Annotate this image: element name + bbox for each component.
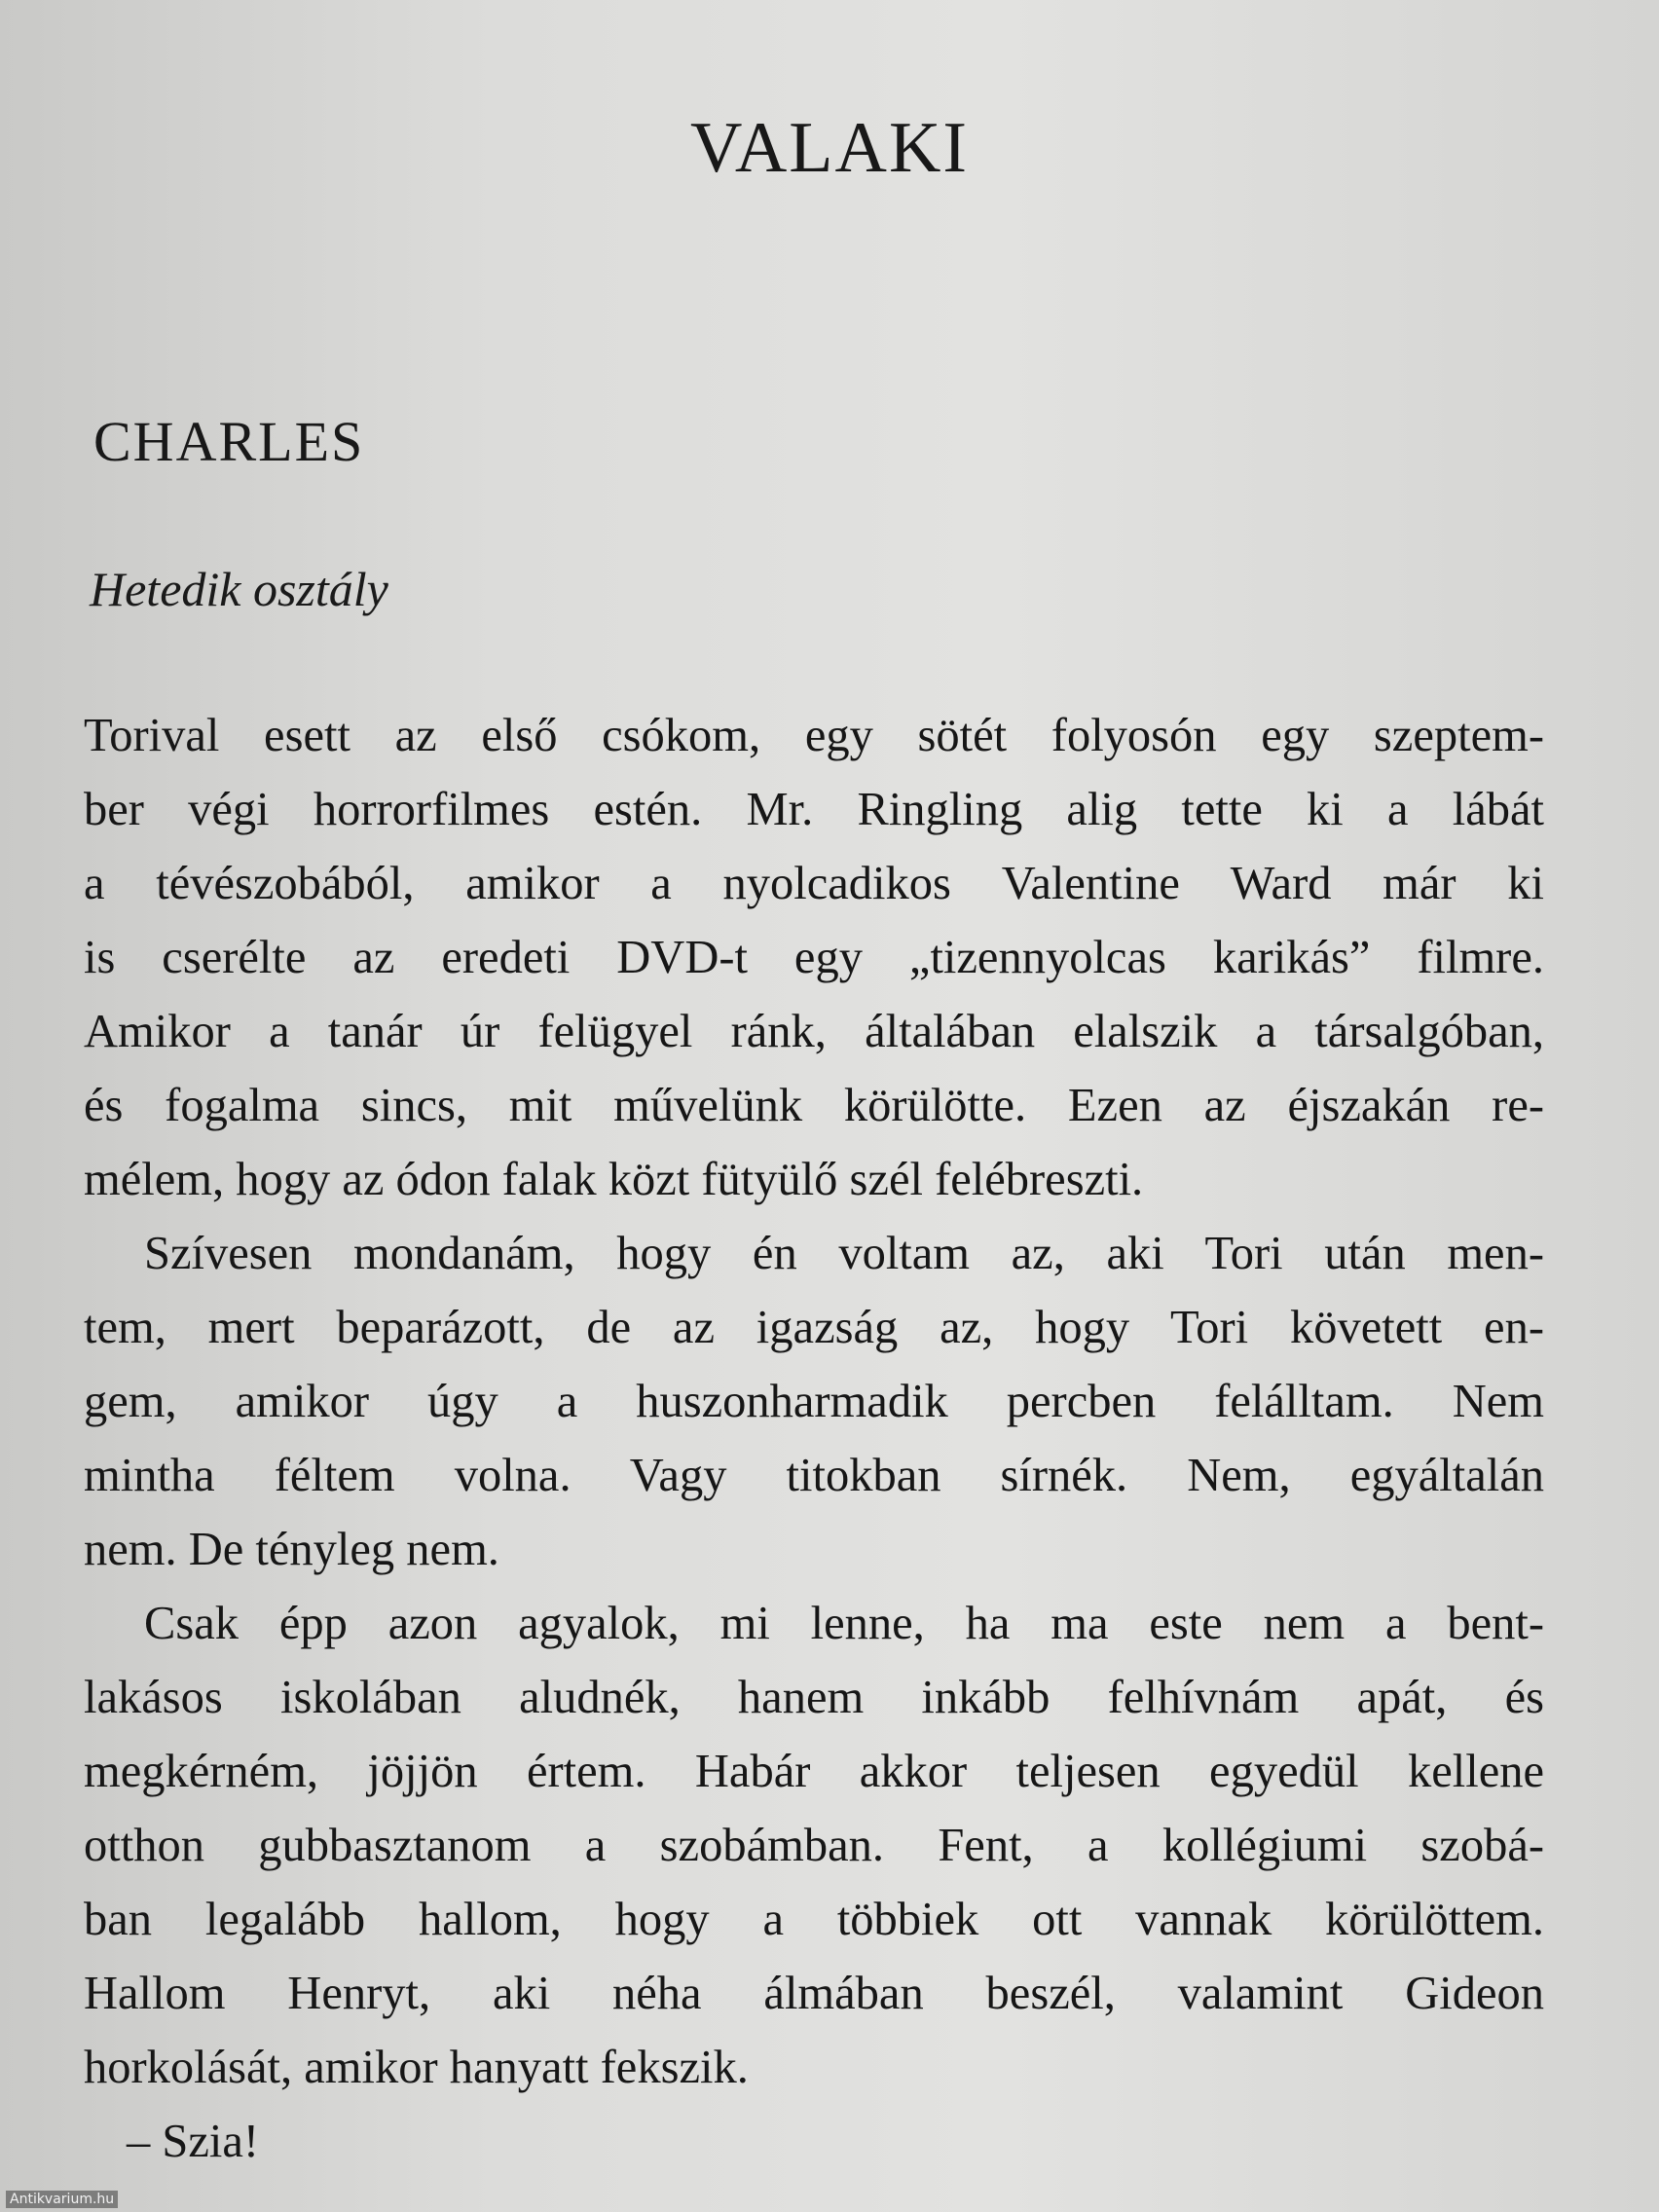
text-line: Amikor a tanár úr felügyel ránk, általában elalszik a társalgóban, — [84, 1006, 1544, 1057]
text-line: Torival esett az első csókom, egy sötét folyosón egy szeptem- — [84, 710, 1544, 761]
text-line: is cserélte az eredeti DVD-t egy „tizennyolcas karikás” filmre. — [84, 932, 1544, 983]
text-line: ban legalább hallom, hogy a többiek ott vannak körülöttem. — [84, 1894, 1544, 1945]
text-line: mintha féltem volna. Vagy titokban sírnék. Nem, egyáltalán — [84, 1450, 1544, 1501]
section-subtitle: Hetedik osztály — [90, 562, 388, 616]
text-line: a tévészobából, amikor a nyolcadikos Valentine Ward már ki — [84, 858, 1544, 909]
watermark: Antikvarium.hu — [6, 2191, 118, 2208]
text-line: nem. De tényleg nem. — [84, 1524, 499, 1575]
text-line: Hallom Henryt, aki néha álmában beszél, valamint Gideon — [84, 1968, 1544, 2019]
chapter-title: VALAKI — [689, 108, 970, 188]
paragraph-2 — [84, 1217, 1544, 1587]
text-line: Szívesen mondanám, hogy én voltam az, aki Tori után men- — [144, 1228, 1544, 1279]
text-line: gem, amikor úgy a huszonharmadik percben felálltam. Nem — [84, 1376, 1544, 1427]
paragraph-3 — [84, 1587, 1544, 2105]
text-line: megkérném, jöjjön értem. Habár akkor teljesen egyedül kellene — [84, 1746, 1544, 1797]
text-line: Csak épp azon agyalok, mi lenne, ha ma este nem a bent- — [144, 1598, 1544, 1649]
text-line: otthon gubbasztanom a szobámban. Fent, a kollégiumi szobá- — [84, 1820, 1544, 1871]
text-line: és fogalma sincs, mit művelünk körülötte. Ezen az éjszakán re- — [84, 1080, 1544, 1131]
text-line: mélem, hogy az ódon falak közt fütyülő szél felébreszti. — [84, 1154, 1144, 1205]
text-line: lakásos iskolában aludnék, hanem inkább felhívnám apát, és — [84, 1672, 1544, 1723]
text-line: tem, mert beparázott, de az igazság az, hogy Tori követett en- — [84, 1302, 1544, 1353]
paragraph-1 — [84, 699, 1544, 1217]
paragraph-4 — [84, 2105, 1544, 2179]
body-text — [84, 699, 1544, 2179]
section-title: CHARLES — [93, 410, 365, 473]
text-line: horkolását, amikor hanyatt fekszik. — [84, 2042, 749, 2093]
text-line: – Szia! — [127, 2116, 260, 2167]
text-line: ber végi horrorfilmes estén. Mr. Ringling alig tette ki a lábát — [84, 784, 1544, 835]
